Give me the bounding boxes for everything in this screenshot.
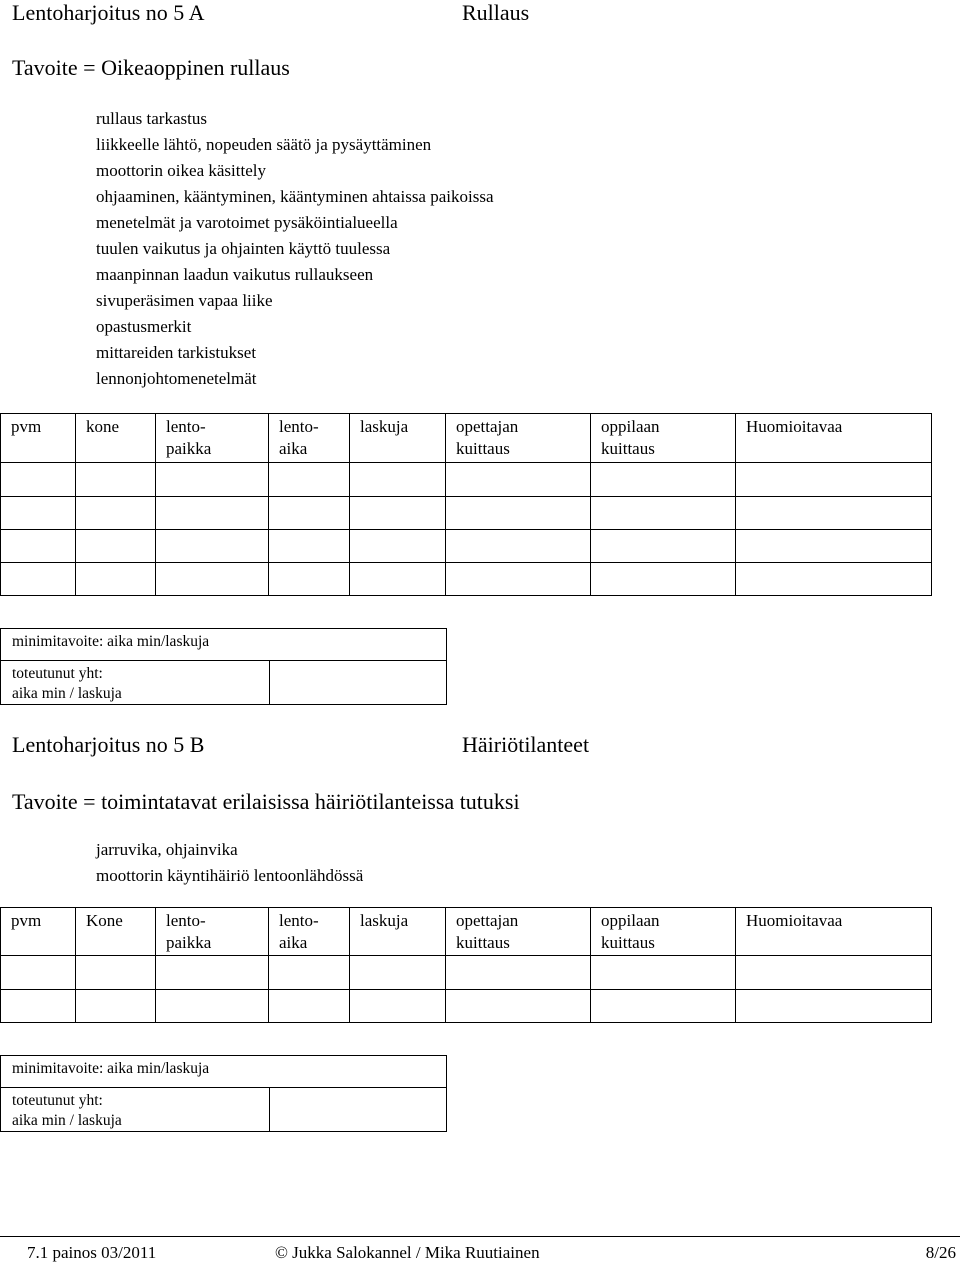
actual-label-unit: aika min / laskuja — [12, 1112, 122, 1129]
header-cell: lento- paikka — [166, 417, 212, 458]
list-item: sivuperäsimen vapaa liike — [96, 291, 273, 310]
header-cell: Kone — [86, 911, 123, 930]
header-cell: laskuja — [360, 417, 409, 436]
page-footer — [0, 1236, 960, 1266]
list-item: rullaus tarkastus — [96, 109, 207, 128]
table-header-row — [1, 414, 932, 463]
header-cell: Huomioitavaa — [746, 417, 843, 436]
section-b-goal: Tavoite = toimintatavat erilaisissa häiriötilanteissa tutuksi — [12, 789, 520, 814]
table-row — [1, 956, 932, 990]
list-item: mittareiden tarkistukset — [96, 343, 257, 362]
header-cell: pvm — [11, 911, 42, 930]
section-a-goal: Tavoite = Oikeaoppinen rullaus — [12, 55, 290, 80]
footer-edition: 7.1 painos 03/2011 — [27, 1243, 157, 1262]
actual-value-cell[interactable] — [270, 661, 447, 705]
list-item: ohjaaminen, kääntyminen, kääntyminen ahtaissa paikoissa — [96, 187, 494, 206]
list-item: jarruvika, ohjainvika — [96, 840, 238, 859]
section-b-summary-table — [0, 1055, 447, 1132]
section-a-items — [96, 106, 494, 392]
section-a-title: Lentoharjoitus no 5 A — [12, 0, 205, 25]
table-row — [1, 990, 932, 1023]
header-cell: opettajan kuittaus — [456, 417, 519, 458]
summary-row-actual — [1, 661, 447, 705]
summary-row-actual — [1, 1088, 447, 1132]
list-item: maanpinnan laadun vaikutus rullaukseen — [96, 265, 374, 284]
summary-row-minimum — [1, 629, 447, 661]
header-cell: pvm — [11, 417, 42, 436]
header-cell: kone — [86, 417, 120, 436]
actual-label-unit: aika min / laskuja — [12, 685, 122, 702]
section-b-log-table — [0, 907, 932, 1023]
list-item: lennonjohtomenetelmät — [96, 369, 257, 388]
header-cell: lento- paikka — [166, 911, 212, 952]
summary-row-minimum — [1, 1056, 447, 1088]
actual-label: toteutunut yht: — [12, 1092, 103, 1109]
list-item: moottorin oikea käsittely — [96, 161, 266, 180]
header-cell: laskuja — [360, 911, 409, 930]
actual-value-cell[interactable] — [270, 1088, 447, 1132]
table-header-row — [1, 908, 932, 956]
list-item: tuulen vaikutus ja ohjainten käyttö tuulessa — [96, 239, 391, 258]
list-item: moottorin käyntihäiriö lentoonlähdössä — [96, 866, 364, 885]
actual-label: toteutunut yht: — [12, 665, 103, 682]
header-cell: oppilaan kuittaus — [601, 911, 660, 952]
section-a-summary-table — [0, 628, 447, 705]
table-row — [1, 497, 932, 530]
section-b-title: Lentoharjoitus no 5 B — [12, 732, 205, 757]
minimum-label: minimitavoite: aika min/laskuja — [12, 633, 210, 650]
footer-page-number: 8/26 — [925, 1243, 956, 1262]
header-cell: lento- aika — [279, 417, 319, 458]
section-b-topic: Häiriötilanteet — [462, 732, 590, 757]
section-b-items — [96, 837, 363, 889]
header-cell: opettajan kuittaus — [456, 911, 519, 952]
header-cell: lento- aika — [279, 911, 319, 952]
header-cell: Huomioitavaa — [746, 911, 843, 930]
list-item: liikkeelle lähtö, nopeuden säätö ja pysäyttäminen — [96, 135, 432, 154]
header-cell: oppilaan kuittaus — [601, 417, 660, 458]
table-row — [1, 563, 932, 596]
section-a-topic: Rullaus — [462, 0, 530, 25]
table-row — [1, 463, 932, 497]
section-a-log-table — [0, 413, 932, 596]
footer-copyright: © Jukka Salokannel / Mika Ruutiainen — [275, 1243, 540, 1262]
list-item: opastusmerkit — [96, 317, 192, 336]
minimum-label: minimitavoite: aika min/laskuja — [12, 1060, 210, 1077]
list-item: menetelmät ja varotoimet pysäköintialueella — [96, 213, 398, 232]
table-row — [1, 530, 932, 563]
